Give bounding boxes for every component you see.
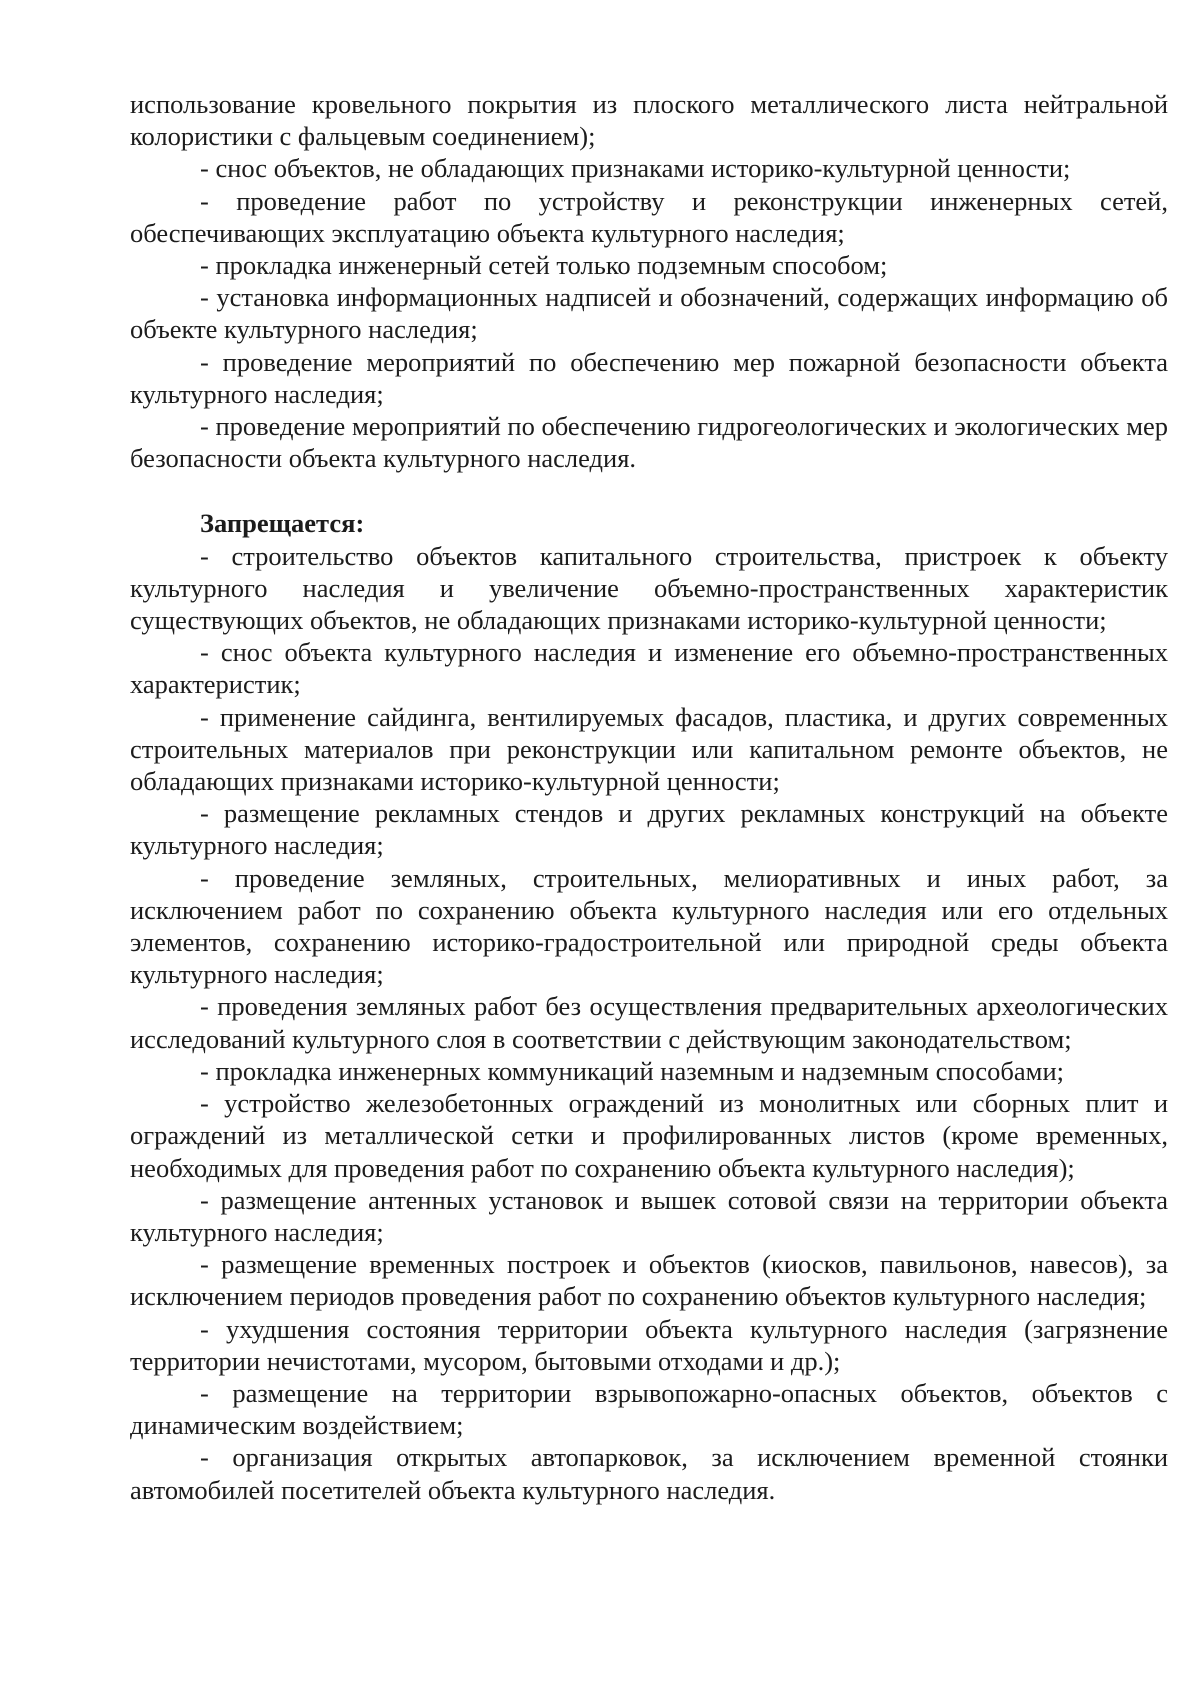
prohibited-list-item: - проведение земляных, строительных, мелиоративных и иных работ, за исключением работ по сохранению объекта культурного наследия или его отдельных элементов, сохранению историко-градостроительной или природной среды объекта культурного наследия; bbox=[130, 862, 1168, 990]
intro-list-item: - проведение мероприятий по обеспечению мер пожарной безопасности объекта культурного наследия; bbox=[130, 346, 1168, 409]
intro-paragraph-continuation: использование кровельного покрытия из плоского металлического листа нейтральной колористики с фальцевым соединением); bbox=[130, 89, 1168, 152]
prohibited-list-item: - строительство объектов капитального строительства, пристроек к объекту культурного наследия и увеличение объемно-пространственных характеристик существующих объектов, не обладающих признаками историко-культурной ценности; bbox=[130, 540, 1168, 636]
prohibited-list-item: - размещение антенных установок и вышек сотовой связи на территории объекта культурного наследия; bbox=[130, 1184, 1168, 1247]
prohibited-list-item: - размещение рекламных стендов и других рекламных конструкций на объекте культурного наследия; bbox=[130, 798, 1168, 861]
prohibited-list-item: - устройство железобетонных ограждений из монолитных или сборных плит и ограждений из металлической сетки и профилированных листов (кроме временных, необходимых для проведения работ по сохранению объекта культурного наследия); bbox=[130, 1088, 1168, 1183]
intro-list-item: - проведение мероприятий по обеспечению гидрогеологических и экологических мер безопасности объекта культурного наследия. bbox=[130, 411, 1168, 474]
intro-list-item: - прокладка инженерный сетей только подземным способом; bbox=[200, 250, 888, 281]
prohibited-list-item: - размещение временных построек и объектов (киосков, павильонов, навесов), за исключением периодов проведения работ по сохранению объектов культурного наследия; bbox=[130, 1249, 1168, 1312]
prohibited-list-item: - прокладка инженерных коммуникаций наземным и надземным способами; bbox=[200, 1055, 1064, 1086]
prohibited-list-item: - размещение на территории взрывопожарно-опасных объектов, объектов с динамическим воздействием; bbox=[130, 1377, 1168, 1441]
intro-list-item: - установка информационных надписей и обозначений, содержащих информацию об объекте культурного наследия; bbox=[130, 282, 1168, 345]
prohibited-heading: Запрещается: bbox=[200, 508, 365, 539]
prohibited-list-item: - ухудшения состояния территории объекта культурного наследия (загрязнение территории нечистотами, мусором, бытовыми отходами и др.); bbox=[130, 1313, 1168, 1376]
prohibited-list-item: - применение сайдинга, вентилируемых фасадов, пластика, и других современных строительных материалов при реконструкции или капитальном ремонте объектов, не обладающих признаками историко-культурной ценности; bbox=[130, 701, 1168, 797]
intro-list-item: - снос объектов, не обладающих признаками историко-культурной ценности; bbox=[200, 153, 1071, 184]
document-page bbox=[130, 88, 1168, 1506]
intro-list-item: - проведение работ по устройству и реконструкции инженерных сетей, обеспечивающих эксплуатацию объекта культурного наследия; bbox=[130, 185, 1168, 248]
prohibited-list-item: - организация открытых автопарковок, за исключением временной стоянки автомобилей посетителей объекта культурного наследия. bbox=[130, 1442, 1168, 1505]
prohibited-list-item: - проведения земляных работ без осуществления предварительных археологических исследований культурного слоя в соответствии с действующим законодательством; bbox=[130, 991, 1168, 1054]
prohibited-list-item: - снос объекта культурного наследия и изменение его объемно-пространственных характеристик; bbox=[130, 637, 1168, 700]
